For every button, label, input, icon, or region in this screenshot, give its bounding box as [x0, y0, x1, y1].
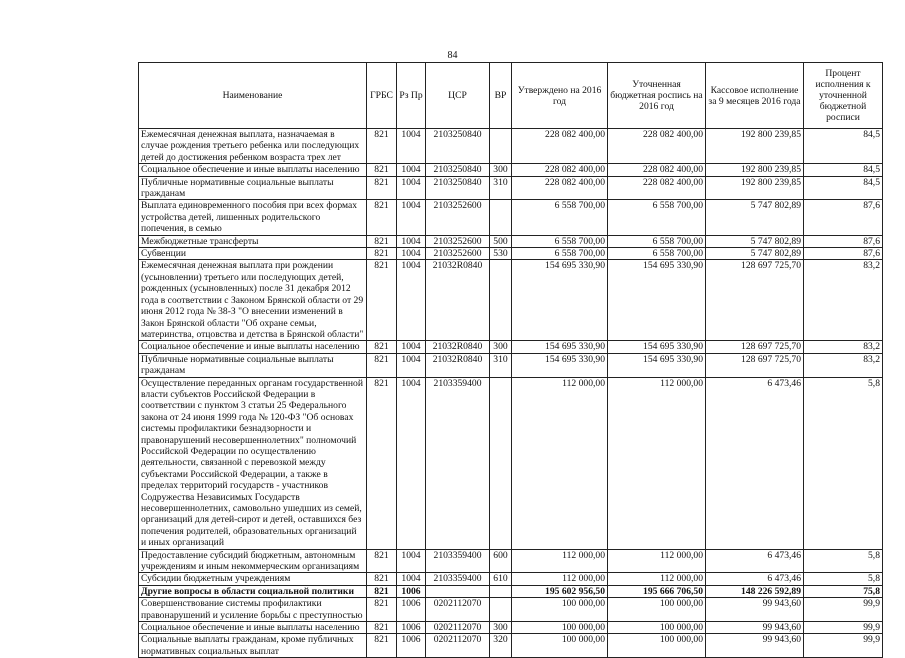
cell-rzpr: 1006	[397, 598, 426, 622]
cell-vr: 530	[490, 248, 512, 260]
cell-vr	[490, 129, 512, 164]
cell-approved: 100 000,00	[512, 598, 608, 622]
cell-vr: 310	[490, 353, 512, 377]
cell-percent: 84,5	[804, 164, 883, 176]
cell-csr: 2103359400	[426, 549, 490, 573]
cell-name: Межбюджетные трансферты	[139, 235, 367, 247]
cell-percent: 5,8	[804, 573, 883, 585]
cell-approved: 100 000,00	[512, 634, 608, 658]
table-body	[139, 129, 883, 658]
cell-grbs: 821	[367, 248, 397, 260]
cell-grbs: 821	[367, 549, 397, 573]
cell-name: Публичные нормативные социальные выплаты гражданам	[139, 353, 367, 377]
cell-refined: 100 000,00	[608, 634, 706, 658]
cell-refined: 228 082 400,00	[608, 176, 706, 200]
cell-approved: 154 695 330,90	[512, 353, 608, 377]
cell-vr	[490, 260, 512, 341]
cell-vr	[490, 585, 512, 597]
cell-refined: 6 558 700,00	[608, 200, 706, 235]
cell-csr: 21032R0840	[426, 260, 490, 341]
cell-csr: 2103252600	[426, 200, 490, 235]
cell-grbs: 821	[367, 164, 397, 176]
cell-csr: 0202112070	[426, 598, 490, 622]
cell-vr: 300	[490, 164, 512, 176]
table-row	[139, 260, 883, 341]
header-percent: Процент исполнения к уточненной бюджетной росписи	[804, 63, 883, 129]
cell-percent: 84,5	[804, 176, 883, 200]
table-row	[139, 176, 883, 200]
cell-cash: 128 697 725,70	[706, 353, 804, 377]
cell-name: Социальное обеспечение и иные выплаты населению	[139, 622, 367, 634]
cell-grbs: 821	[367, 634, 397, 658]
cell-cash: 6 473,46	[706, 549, 804, 573]
cell-percent: 83,2	[804, 341, 883, 353]
cell-csr: 21032R0840	[426, 341, 490, 353]
cell-vr	[490, 200, 512, 235]
table-row	[139, 200, 883, 235]
header-name: Наименование	[139, 63, 367, 129]
cell-refined: 228 082 400,00	[608, 129, 706, 164]
table-row	[139, 573, 883, 585]
cell-csr: 2103250840	[426, 129, 490, 164]
cell-csr: 2103359400	[426, 573, 490, 585]
cell-csr: 2103252600	[426, 235, 490, 247]
cell-name: Осуществление переданных органам государственной власти субъектов Российской Федерации в соответствии с пунктом 3 статьи 25 Федерального закона от 24 июня 1999 года № 120-ФЗ "Об основах системы профилактики безнадзорности и правонарушений несовершеннолетних" полномочий Российской Федерации по осуществлению деятельности, связанной с перевозкой между субъектами Российской Федерации, а также в пределах территорий государств - участников Содружества Независимых Государств несовершеннолетних, самовольно ушедших из семей, организаций для детей-сирот и детей, оставшихся без попечения родителей, образовательных организаций и иных организаций	[139, 377, 367, 549]
cell-rzpr: 1004	[397, 549, 426, 573]
cell-name: Субсидии бюджетным учреждениям	[139, 573, 367, 585]
cell-rzpr: 1004	[397, 353, 426, 377]
cell-refined: 195 666 706,50	[608, 585, 706, 597]
cell-cash: 128 697 725,70	[706, 260, 804, 341]
cell-refined: 6 558 700,00	[608, 235, 706, 247]
cell-name: Субвенции	[139, 248, 367, 260]
cell-csr: 2103252600	[426, 248, 490, 260]
cell-name: Социальные выплаты гражданам, кроме публичных нормативных социальных выплат	[139, 634, 367, 658]
cell-name: Публичные нормативные социальные выплаты гражданам	[139, 176, 367, 200]
cell-name: Другие вопросы в области социальной политики	[139, 585, 367, 597]
table-row	[139, 164, 883, 176]
cell-cash: 99 943,60	[706, 598, 804, 622]
cell-cash: 6 473,46	[706, 573, 804, 585]
header-cash: Кассовое исполнение за 9 месяцев 2016 года	[706, 63, 804, 129]
cell-approved: 6 558 700,00	[512, 235, 608, 247]
header-approved: Утверждено на 2016 год	[512, 63, 608, 129]
header-grbs: ГРБС	[367, 63, 397, 129]
cell-vr: 300	[490, 341, 512, 353]
table-row	[139, 235, 883, 247]
cell-rzpr: 1004	[397, 341, 426, 353]
cell-cash: 5 747 802,89	[706, 200, 804, 235]
cell-vr: 500	[490, 235, 512, 247]
cell-vr: 610	[490, 573, 512, 585]
cell-refined: 154 695 330,90	[608, 260, 706, 341]
cell-cash: 6 473,46	[706, 377, 804, 549]
cell-cash: 128 697 725,70	[706, 341, 804, 353]
cell-rzpr: 1004	[397, 248, 426, 260]
cell-name: Предоставление субсидий бюджетным, автономным учреждениям и иным некоммерческим организациям	[139, 549, 367, 573]
table-row	[139, 129, 883, 164]
cell-approved: 112 000,00	[512, 549, 608, 573]
cell-approved: 100 000,00	[512, 622, 608, 634]
header-csr: ЦСР	[426, 63, 490, 129]
cell-name: Совершенствование системы профилактики правонарушений и усиление борьбы с преступностью	[139, 598, 367, 622]
cell-approved: 154 695 330,90	[512, 341, 608, 353]
cell-approved: 154 695 330,90	[512, 260, 608, 341]
cell-cash: 192 800 239,85	[706, 176, 804, 200]
cell-cash: 99 943,60	[706, 634, 804, 658]
cell-name: Выплата единовременного пособия при всех формах устройства детей, лишенных родительского попечения, в семью	[139, 200, 367, 235]
cell-refined: 100 000,00	[608, 622, 706, 634]
cell-grbs: 821	[367, 176, 397, 200]
cell-percent: 99,9	[804, 598, 883, 622]
cell-approved: 195 602 956,50	[512, 585, 608, 597]
header-row	[139, 63, 883, 129]
cell-percent: 75,8	[804, 585, 883, 597]
cell-name: Социальное обеспечение и иные выплаты населению	[139, 164, 367, 176]
cell-percent: 87,6	[804, 200, 883, 235]
cell-cash: 192 800 239,85	[706, 164, 804, 176]
cell-name: Социальное обеспечение и иные выплаты населению	[139, 341, 367, 353]
cell-approved: 6 558 700,00	[512, 200, 608, 235]
cell-refined: 112 000,00	[608, 573, 706, 585]
cell-cash: 99 943,60	[706, 622, 804, 634]
cell-refined: 228 082 400,00	[608, 164, 706, 176]
cell-grbs: 821	[367, 622, 397, 634]
table-row	[139, 585, 883, 597]
cell-rzpr: 1004	[397, 377, 426, 549]
cell-grbs: 821	[367, 235, 397, 247]
cell-percent: 83,2	[804, 260, 883, 341]
cell-rzpr: 1004	[397, 260, 426, 341]
cell-csr: 0202112070	[426, 622, 490, 634]
cell-grbs: 821	[367, 377, 397, 549]
cell-rzpr: 1004	[397, 235, 426, 247]
table-row	[139, 549, 883, 573]
cell-approved: 228 082 400,00	[512, 129, 608, 164]
cell-approved: 112 000,00	[512, 573, 608, 585]
cell-percent: 87,6	[804, 248, 883, 260]
cell-percent: 5,8	[804, 377, 883, 549]
cell-rzpr: 1006	[397, 622, 426, 634]
cell-grbs: 821	[367, 598, 397, 622]
cell-percent: 99,9	[804, 634, 883, 658]
cell-rzpr: 1006	[397, 634, 426, 658]
cell-percent: 84,5	[804, 129, 883, 164]
cell-grbs: 821	[367, 585, 397, 597]
cell-percent: 99,9	[804, 622, 883, 634]
budget-table	[138, 62, 883, 658]
table-row	[139, 377, 883, 549]
header-refined: Уточненная бюджетная роспись на 2016 год	[608, 63, 706, 129]
cell-cash: 5 747 802,89	[706, 248, 804, 260]
cell-vr	[490, 377, 512, 549]
cell-vr: 310	[490, 176, 512, 200]
cell-vr: 320	[490, 634, 512, 658]
cell-percent: 83,2	[804, 353, 883, 377]
table-row	[139, 353, 883, 377]
cell-refined: 112 000,00	[608, 549, 706, 573]
cell-rzpr: 1004	[397, 129, 426, 164]
cell-refined: 6 558 700,00	[608, 248, 706, 260]
cell-approved: 228 082 400,00	[512, 164, 608, 176]
cell-approved: 112 000,00	[512, 377, 608, 549]
table-row	[139, 634, 883, 658]
cell-cash: 5 747 802,89	[706, 235, 804, 247]
table-row	[139, 598, 883, 622]
cell-cash: 192 800 239,85	[706, 129, 804, 164]
cell-grbs: 821	[367, 353, 397, 377]
cell-approved: 228 082 400,00	[512, 176, 608, 200]
cell-rzpr: 1004	[397, 200, 426, 235]
cell-refined: 154 695 330,90	[608, 341, 706, 353]
cell-refined: 112 000,00	[608, 377, 706, 549]
cell-name: Ежемесячная денежная выплата при рождении (усыновлении) третьего или последующих детей, рожденных (усыновленных) после 31 декабря 2012 года в соответствии с Законом Брянской области от 29 июня 2012 года № 38-З "О внесении изменений в Закон Брянской области "Об охране семьи, материнства, отцовства и детства в Брянской области"	[139, 260, 367, 341]
cell-csr: 2103250840	[426, 164, 490, 176]
table-row	[139, 622, 883, 634]
cell-percent: 87,6	[804, 235, 883, 247]
cell-cash: 148 226 592,89	[706, 585, 804, 597]
cell-grbs: 821	[367, 200, 397, 235]
cell-grbs: 821	[367, 573, 397, 585]
cell-rzpr: 1004	[397, 176, 426, 200]
header-rzpr: Рз Пр	[397, 63, 426, 129]
cell-csr: 21032R0840	[426, 353, 490, 377]
cell-rzpr: 1006	[397, 585, 426, 597]
cell-grbs: 821	[367, 341, 397, 353]
cell-rzpr: 1004	[397, 164, 426, 176]
cell-csr: 2103250840	[426, 176, 490, 200]
header-vr: ВР	[490, 63, 512, 129]
cell-csr: 2103359400	[426, 377, 490, 549]
page-number: 84	[447, 50, 458, 61]
cell-vr: 600	[490, 549, 512, 573]
cell-grbs: 821	[367, 129, 397, 164]
cell-name: Ежемесячная денежная выплата, назначаемая в случае рождения третьего ребенка или последующих детей до достижения ребенком возраста трех лет	[139, 129, 367, 164]
cell-vr	[490, 598, 512, 622]
cell-rzpr: 1004	[397, 573, 426, 585]
cell-vr: 300	[490, 622, 512, 634]
cell-refined: 100 000,00	[608, 598, 706, 622]
cell-refined: 154 695 330,90	[608, 353, 706, 377]
cell-percent: 5,8	[804, 549, 883, 573]
cell-csr: 0202112070	[426, 634, 490, 658]
cell-csr	[426, 585, 490, 597]
table-row	[139, 248, 883, 260]
cell-grbs: 821	[367, 260, 397, 341]
table-row	[139, 341, 883, 353]
cell-approved: 6 558 700,00	[512, 248, 608, 260]
